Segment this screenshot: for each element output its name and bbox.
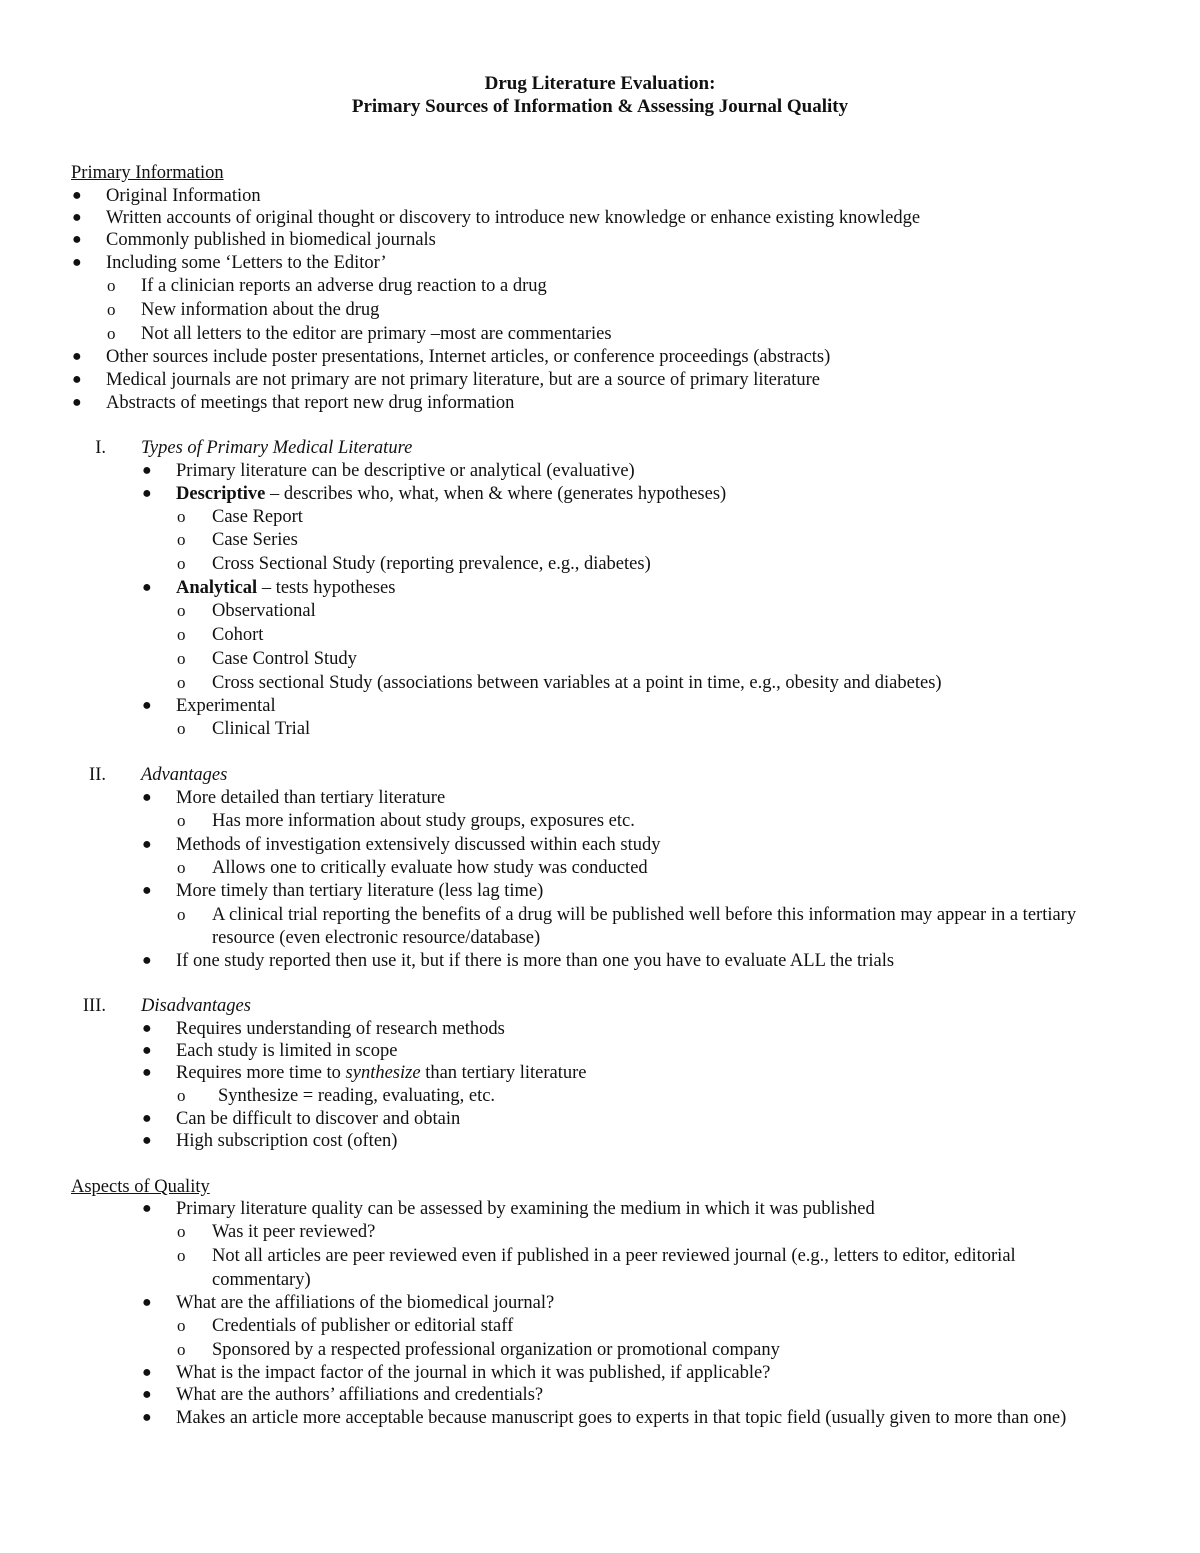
descriptive-label: Descriptive <box>176 484 266 504</box>
sub-list-item: A clinical trial reporting the benefits of a drug will be published well before this information may appear in a tertiary <box>212 905 1077 925</box>
sub-list-item: Case Control Study <box>212 649 357 669</box>
circle-bullet-icon: o <box>177 673 186 692</box>
circle-bullet-icon: o <box>177 1222 186 1241</box>
text-run: Requires more time to <box>176 1063 346 1083</box>
bullet-icon: ● <box>142 882 152 899</box>
bullet-icon: ● <box>142 1020 152 1037</box>
list-item: Methods of investigation extensively discussed within each study <box>176 835 661 855</box>
list-item: Abstracts of meetings that report new drug information <box>106 393 515 413</box>
list-item: Original Information <box>106 186 261 206</box>
sub-list-item: Case Series <box>212 530 298 550</box>
bullet-icon: ● <box>72 209 82 226</box>
section-heading-disadvantages: Disadvantages <box>141 996 251 1016</box>
list-item: Other sources include poster presentations, Internet articles, or conference proceedings (abstracts) <box>106 347 831 367</box>
bullet-icon: ● <box>142 1064 152 1081</box>
list-item: Primary literature quality can be assessed by examining the medium in which it was published <box>176 1199 875 1219</box>
list-item: Primary literature can be descriptive or analytical (evaluative) <box>176 461 635 481</box>
section-numeral: I. <box>95 438 106 458</box>
list-item: Can be difficult to discover and obtain <box>176 1109 461 1129</box>
list-item: Including some ‘Letters to the Editor’ <box>106 253 387 273</box>
bullet-icon: ● <box>142 789 152 806</box>
bullet-icon: ● <box>142 485 152 502</box>
section-numeral: II. <box>89 765 106 785</box>
circle-bullet-icon: o <box>107 276 116 295</box>
analytical-label: Analytical <box>176 578 258 598</box>
bullet-icon: ● <box>72 231 82 248</box>
bullet-icon: ● <box>142 1132 152 1149</box>
circle-bullet-icon: o <box>177 554 186 573</box>
list-item: What is the impact factor of the journal in which it was published, if applicable? <box>176 1363 771 1383</box>
bullet-icon: ● <box>72 371 82 388</box>
list-item: More detailed than tertiary literature <box>176 788 446 808</box>
section-numeral: III. <box>82 996 106 1016</box>
list-item: Each study is limited in scope <box>176 1041 398 1061</box>
sub-list-item: Observational <box>212 601 316 621</box>
circle-bullet-icon: o <box>177 905 186 924</box>
circle-bullet-icon: o <box>177 625 186 644</box>
list-item: Medical journals are not primary are not primary literature, but are a source of primary literature <box>106 370 821 390</box>
bullet-icon: ● <box>142 1042 152 1059</box>
descriptive-text: – describes who, what, when & where (generates hypotheses) <box>265 484 727 504</box>
circle-bullet-icon: o <box>107 324 116 343</box>
circle-bullet-icon: o <box>177 811 186 830</box>
circle-bullet-icon: o <box>177 649 186 668</box>
sub-list-item: Cross sectional Study (associations between variables at a point in time, e.g., obesity and diabetes) <box>212 673 942 693</box>
circle-bullet-icon: o <box>177 601 186 620</box>
bullet-icon: ● <box>72 394 82 411</box>
primary-heading: Primary Information <box>71 163 224 183</box>
bullet-icon: ● <box>142 1110 152 1127</box>
bullet-icon: ● <box>72 187 82 204</box>
bullet-icon: ● <box>142 836 152 853</box>
circle-bullet-icon: o <box>177 858 186 877</box>
sub-list-item: Cohort <box>212 625 264 645</box>
list-item <box>176 577 395 599</box>
bullet-icon: ● <box>142 1386 152 1403</box>
text-run: than tertiary literature <box>420 1063 587 1083</box>
list-item: More timely than tertiary literature (less lag time) <box>176 881 544 901</box>
document-subtitle: Primary Sources of Information & Assessing Journal Quality <box>351 96 849 117</box>
circle-bullet-icon: o <box>107 300 116 319</box>
quality-heading: Aspects of Quality <box>71 1177 210 1197</box>
bullet-icon: ● <box>142 697 152 714</box>
list-item: What are the affiliations of the biomedical journal? <box>176 1293 555 1313</box>
sub-list-item: Allows one to critically evaluate how study was conducted <box>212 858 648 878</box>
list-item: Written accounts of original thought or discovery to introduce new knowledge or enhance existing knowledge <box>106 208 921 228</box>
section-heading-advantages: Advantages <box>141 765 228 785</box>
bullet-icon: ● <box>142 1409 152 1426</box>
list-item: Makes an article more acceptable because manuscript goes to experts in that topic field (usually given to more than one) <box>176 1408 1067 1428</box>
sub-list-item: New information about the drug <box>141 300 380 320</box>
list-item: Experimental <box>176 696 276 716</box>
circle-bullet-icon: o <box>177 1246 186 1265</box>
circle-bullet-icon: o <box>177 1316 186 1335</box>
circle-bullet-icon: o <box>177 507 186 526</box>
sub-list-item: Clinical Trial <box>212 719 311 739</box>
circle-bullet-icon: o <box>177 530 186 549</box>
sub-list-item: Was it peer reviewed? <box>212 1222 376 1242</box>
list-item: Requires understanding of research methods <box>176 1019 505 1039</box>
list-item: High subscription cost (often) <box>176 1131 398 1151</box>
circle-bullet-icon: o <box>177 719 186 738</box>
sub-list-item: If a clinician reports an adverse drug reaction to a drug <box>141 276 547 296</box>
sub-list-item: Sponsored by a respected professional organization or promotional company <box>212 1340 780 1360</box>
sub-list-item: Not all articles are peer reviewed even if published in a peer reviewed journal (e.g., letters to editor, editorial <box>212 1246 1016 1266</box>
sub-list-item: Cross Sectional Study (reporting prevalence, e.g., diabetes) <box>212 554 651 574</box>
circle-bullet-icon: o <box>177 1086 186 1105</box>
bullet-icon: ● <box>142 1294 152 1311</box>
sub-list-item: Credentials of publisher or editorial staff <box>212 1316 514 1336</box>
bullet-icon: ● <box>142 1364 152 1381</box>
sub-list-item: Synthesize = reading, evaluating, etc. <box>218 1086 496 1106</box>
section-heading-types: Types of Primary Medical Literature <box>141 438 413 458</box>
analytical-text: – tests hypotheses <box>257 578 396 598</box>
list-item <box>176 483 726 505</box>
list-item: If one study reported then use it, but if there is more than one you have to evaluate ALL the trials <box>176 951 895 971</box>
sub-list-item: Not all letters to the editor are primary –most are commentaries <box>141 324 612 344</box>
list-item: Commonly published in biomedical journals <box>106 230 436 250</box>
sub-list-item: Case Report <box>212 507 303 527</box>
bullet-icon: ● <box>72 348 82 365</box>
emphasis-synthesize: synthesize <box>345 1063 421 1083</box>
sub-list-item-continued: resource (even electronic resource/database) <box>212 928 541 948</box>
bullet-icon: ● <box>142 462 152 479</box>
list-item: What are the authors’ affiliations and credentials? <box>176 1385 544 1405</box>
bullet-icon: ● <box>142 1200 152 1217</box>
sub-list-item: Has more information about study groups, exposures etc. <box>212 811 635 831</box>
circle-bullet-icon: o <box>177 1340 186 1359</box>
document-title: Drug Literature Evaluation: <box>484 73 716 94</box>
list-item <box>176 1062 586 1084</box>
bullet-icon: ● <box>142 952 152 969</box>
sub-list-item-continued: commentary) <box>212 1270 311 1290</box>
bullet-icon: ● <box>72 254 82 271</box>
bullet-icon: ● <box>142 579 152 596</box>
